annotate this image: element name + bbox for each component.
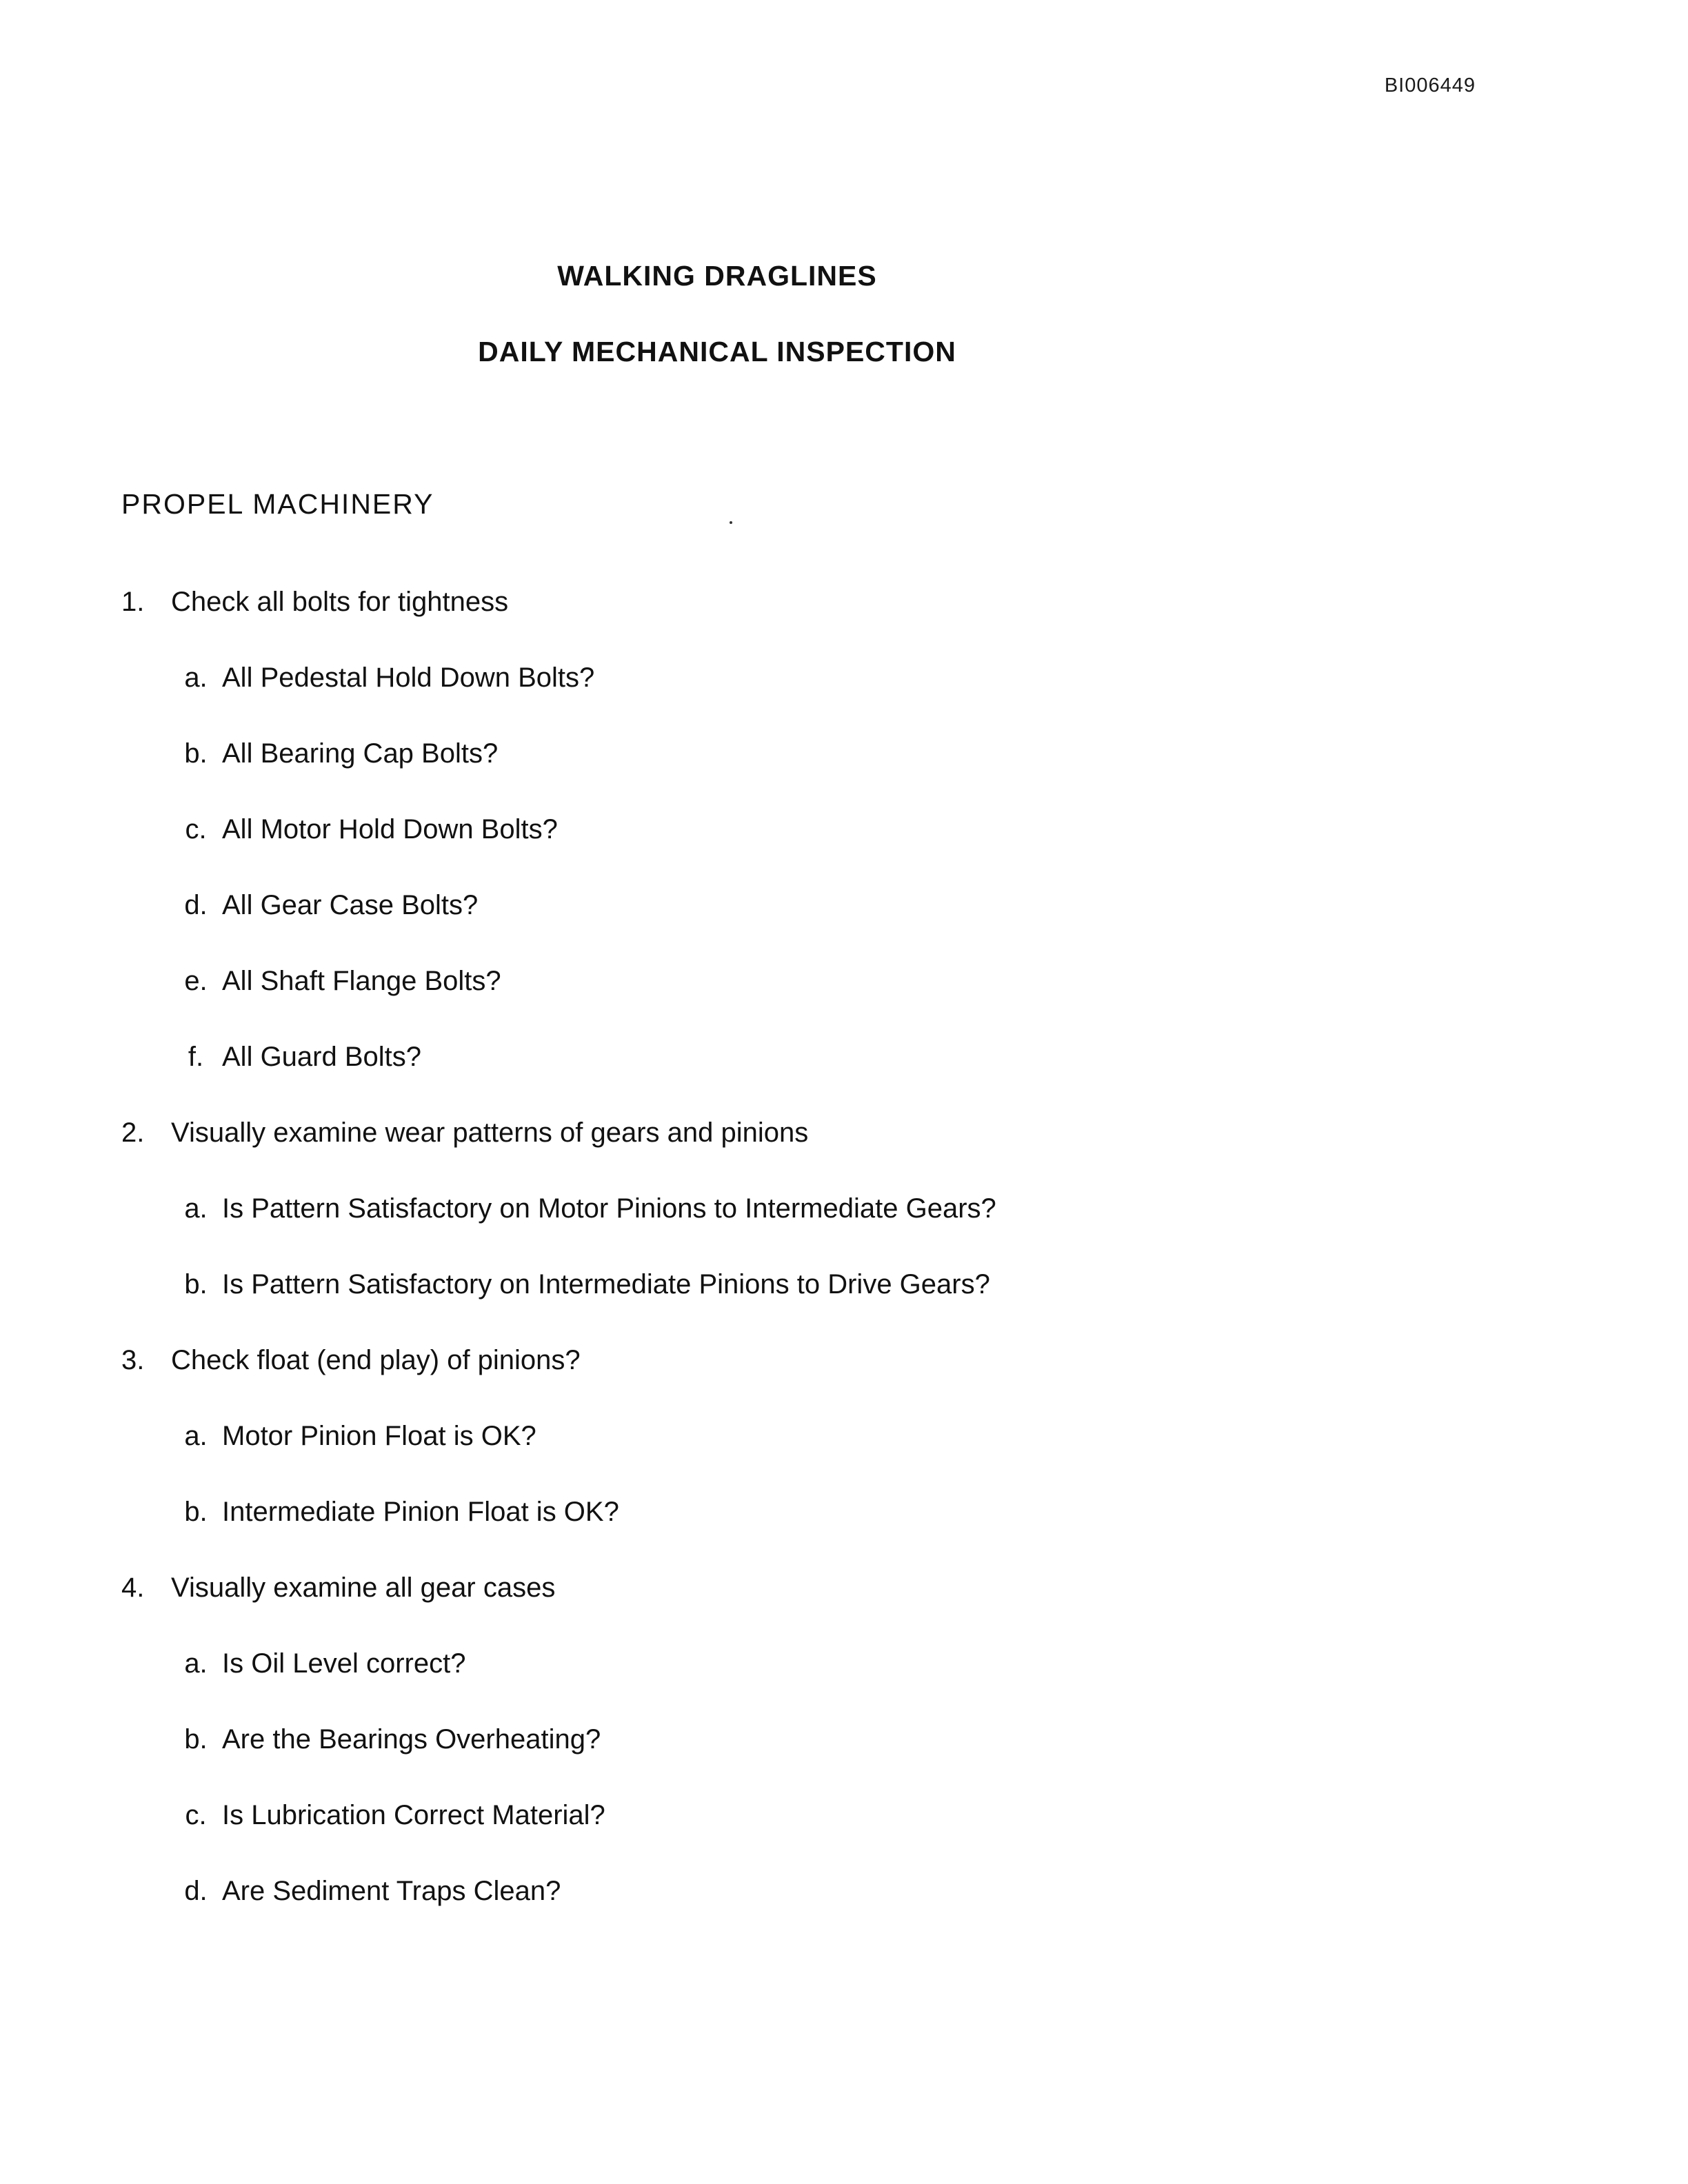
item-text: Motor Pinion Float is OK? [222,1421,536,1451]
item-number: c. [185,1800,207,1830]
item-number: d. [184,1876,208,1906]
item-number: 2. [121,1118,145,1148]
document-id: BI006449 [1384,74,1476,97]
section-heading: PROPEL MACHINERY [121,488,434,520]
checklist-item [121,1095,1500,1171]
item-number: b. [184,1269,208,1300]
item-number: b. [184,1497,208,1527]
item-text: Are Sediment Traps Clean? [222,1876,561,1906]
item-text: Is Pattern Satisfactory on Intermediate Pinions to Drive Gears? [222,1269,990,1300]
checklist-subitem [121,1701,1500,1777]
item-text: Is Oil Level correct? [222,1648,466,1679]
checklist-subitem [121,1853,1500,1929]
checklist-subitem [121,1626,1500,1701]
checklist-subitem [121,1398,1500,1474]
checklist-subitem [121,1474,1500,1550]
item-number: e. [184,966,208,996]
item-text: All Shaft Flange Bolts? [222,966,501,996]
item-text: Are the Bearings Overheating? [222,1724,601,1755]
item-text: Check all bolts for tightness [171,587,509,617]
checklist-subitem [121,867,1500,943]
checklist-item [121,1550,1500,1626]
item-text: Check float (end play) of pinions? [171,1345,581,1375]
checklist-subitem [121,1171,1500,1246]
checklist-subitem [121,791,1500,867]
item-number: 4. [121,1573,145,1603]
item-number: c. [185,814,207,845]
item-text: Is Lubrication Correct Material? [222,1800,605,1830]
item-number: a. [184,1648,208,1679]
item-text: Visually examine wear patterns of gears and pinions [171,1118,809,1148]
document-subtitle: DAILY MECHANICAL INSPECTION [478,336,956,367]
checklist-subitem [121,716,1500,791]
checklist-subitem [121,1777,1500,1853]
checklist-subitem [121,1246,1500,1322]
scan-speck [730,521,732,524]
item-text: All Pedestal Hold Down Bolts? [222,663,595,693]
item-text: Visually examine all gear cases [171,1573,556,1603]
document-title: WALKING DRAGLINES [557,260,877,292]
inspection-checklist [121,564,1500,1929]
checklist-item [121,1322,1500,1398]
item-text: Is Pattern Satisfactory on Motor Pinions to Intermediate Gears? [222,1193,996,1224]
title-block [0,256,1434,371]
checklist-subitem [121,943,1500,1019]
item-number: d. [184,890,208,920]
checklist-subitem [121,640,1500,716]
item-number: b. [184,738,208,769]
item-number: 3. [121,1345,145,1375]
item-text: All Bearing Cap Bolts? [222,738,499,769]
item-number: a. [184,1421,208,1451]
item-text: All Gear Case Bolts? [222,890,479,920]
item-number: a. [184,663,208,693]
item-text: Intermediate Pinion Float is OK? [222,1497,619,1527]
item-text: All Guard Bolts? [222,1042,422,1072]
item-number: f. [188,1042,204,1072]
item-number: 1. [121,587,145,617]
item-number: a. [184,1193,208,1224]
item-text: All Motor Hold Down Bolts? [222,814,558,845]
checklist-subitem [121,1019,1500,1095]
checklist-item [121,564,1500,640]
item-number: b. [184,1724,208,1755]
